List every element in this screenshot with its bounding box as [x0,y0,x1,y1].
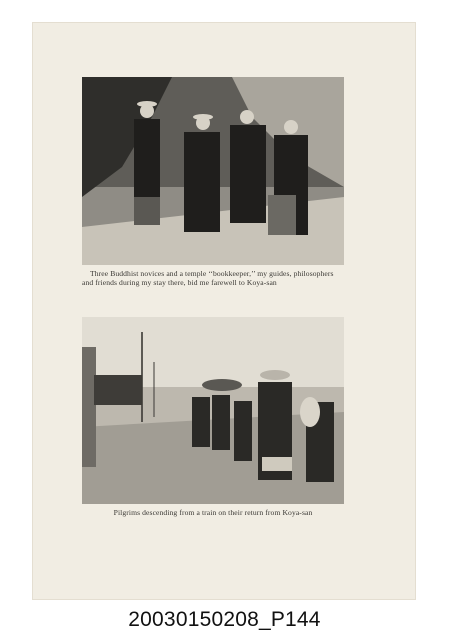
book-page [32,22,416,600]
document-identifier: 20030150208_P144 [128,608,321,631]
photo-novices-farewell [82,77,344,265]
photo-pilgrims-train [82,317,344,504]
photo-caption-top: Three Buddhist novices and a temple ‘‘bookkeeper,’’ my guides, philosophers and friends during my stay there, bid me farewell to Koya-san [82,269,334,287]
photo-caption-bottom: Pilgrims descending from a train on their return from Koya-san [113,508,313,517]
